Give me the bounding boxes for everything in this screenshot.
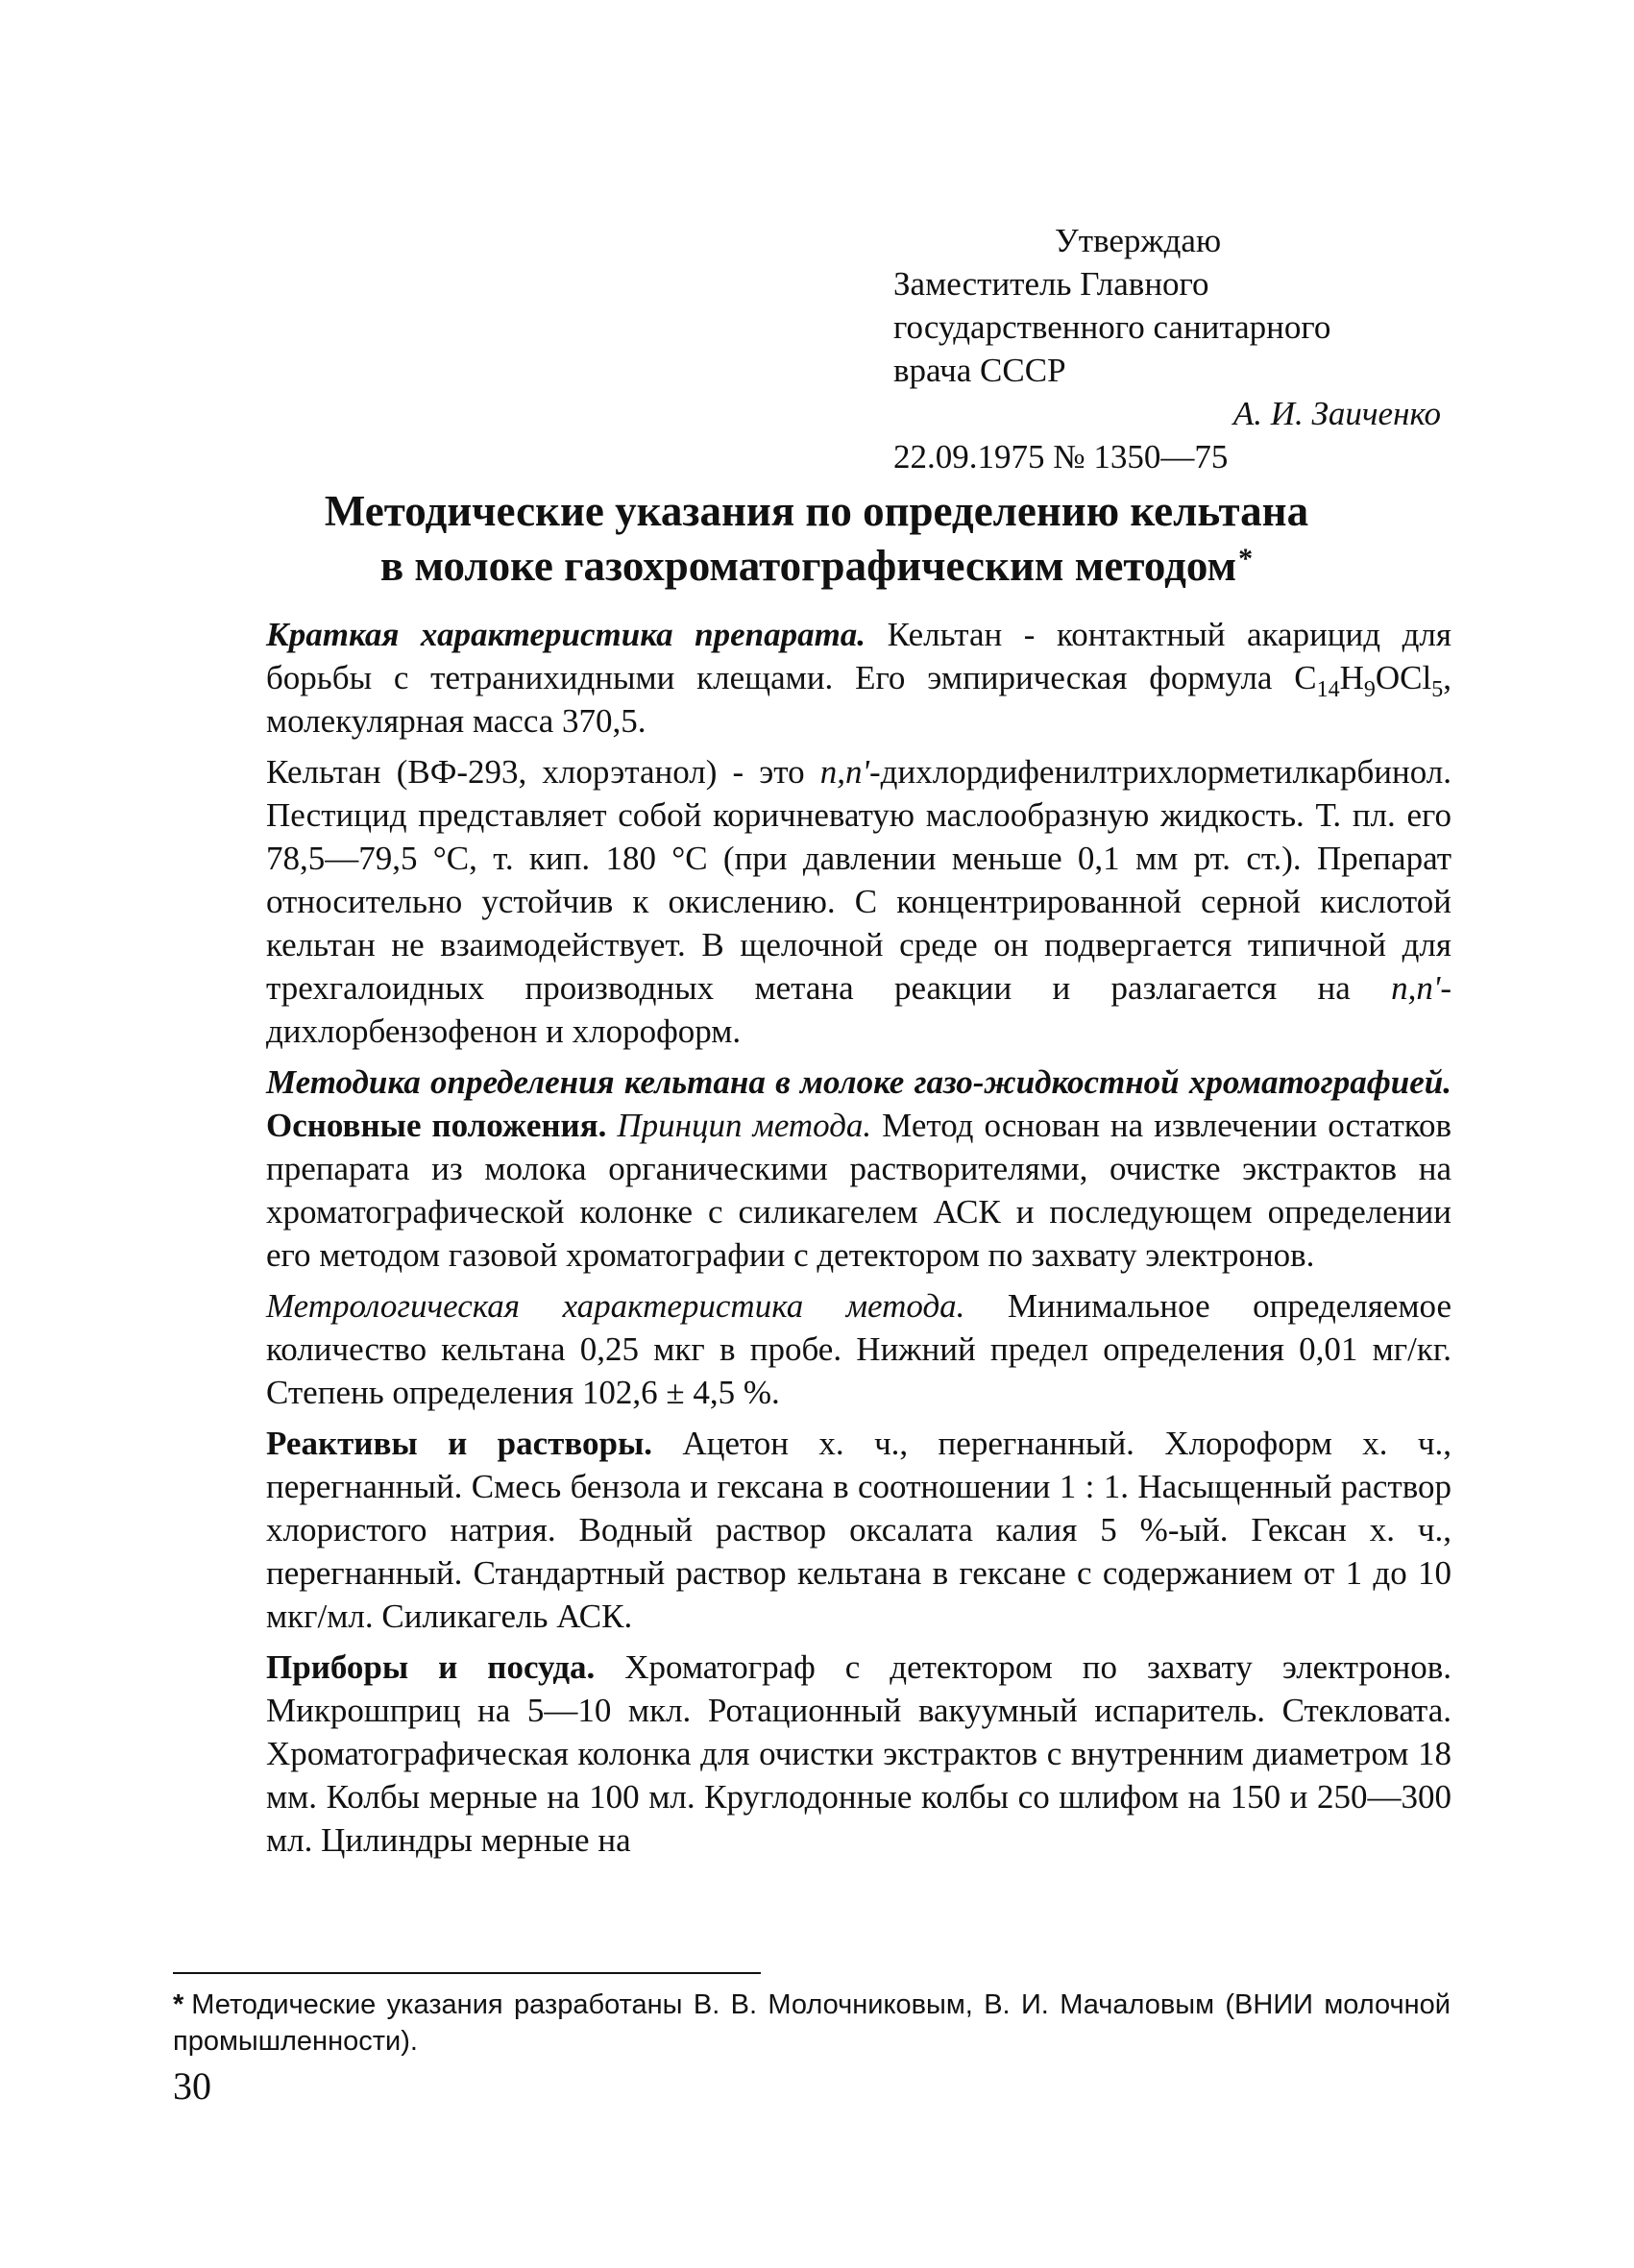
approval-word: Утверждаю — [1055, 222, 1222, 259]
metrology-label: Метрологическая характеристика метода. — [266, 1287, 965, 1325]
brief-text-after: , молекулярная масса 370,5. — [266, 659, 1451, 740]
footnote — [173, 1987, 1451, 2060]
approval-position-line-1: Заместитель Главного — [893, 265, 1209, 303]
reagents-heading: Реактивы и растворы. — [266, 1425, 653, 1462]
page-number: 30 — [173, 2064, 211, 2108]
approval-block — [893, 219, 1460, 478]
title-line-2-text: в молоке газохроматографическим методом — [379, 542, 1237, 590]
approval-position-line-2: государственного санитарного — [893, 308, 1331, 346]
title-footnote-mark: * — [1238, 543, 1254, 574]
approval-position-line-3: врача СССР — [893, 352, 1066, 389]
equipment-text: Хроматограф с детектором по захвату электронов. Микрошприц на 5—10 мкл. Ротационный вакуумный испаритель. Стекловата. Хроматографическая колонка для очистки экстрактов с внутренним диаметром 18 мм. Колбы мерные на 100 мл. Круглодонные колбы со шлифом на 150 и 250—300 мл. Цилиндры мерные на — [266, 1648, 1451, 1859]
document-title — [163, 484, 1470, 594]
brief-text: Кельтан - контактный акарицид для борьбы с тетранихидными клещами. Его эмпирическая формула — [266, 616, 1451, 696]
paragraph-reagents — [266, 1422, 1451, 1638]
approval-date-number: 22.09.1975 № 1350—75 — [893, 438, 1229, 476]
approval-signer: А. И. Заиченко — [1232, 395, 1441, 432]
brief-heading: Краткая характеристика препарата. — [266, 616, 866, 653]
document-body — [266, 613, 1451, 1869]
paragraph-kelthane — [266, 750, 1451, 1053]
kelthane-term-1: n,n' — [819, 753, 870, 791]
title-line-2 — [163, 539, 1470, 594]
kelthane-term-2: n,n' — [1391, 969, 1441, 1007]
kelthane-text-before: Кельтан (ВФ-293, хлорэтанол) - это — [266, 753, 820, 791]
kelthane-text-after: -дихлорбензофенон и хлороформ. — [266, 969, 1451, 1050]
paragraph-equipment — [266, 1646, 1451, 1862]
paragraph-brief — [266, 613, 1451, 743]
metrology-text: Минимальное определяемое количество кельтана 0,25 мкг в пробе. Нижний предел определения 0,01 мг/кг. Степень определения 102,6 ± 4,5 %. — [266, 1287, 1451, 1411]
empirical-formula: $C_{14}H_9OCl_5$ — [1294, 659, 1444, 702]
footnote-text: Методические указания разработаны В. В. Молочниковым, В. И. Мачаловым (ВНИИ молочной промышленности). — [173, 1989, 1451, 2057]
method-heading: Методика определения кельтана в молоке газо-жидкостной хроматографией. — [266, 1063, 1451, 1101]
method-subheading: Основные положения. — [266, 1107, 607, 1144]
footnote-divider — [173, 1972, 761, 1974]
title-line-1: Методические указания по определению кельтана — [324, 487, 1309, 535]
footnote-mark: * — [173, 1989, 184, 2020]
method-principle-label: Принцип метода. — [606, 1107, 872, 1144]
method-text: Метод основан на извлечении остатков препарата из молока органическими растворителями, очистке экстрактов на хроматографической колонке с силикагелем АСК и последующем определении его методом газовой хроматографии с детектором по захвату электронов. — [266, 1107, 1452, 1274]
equipment-heading: Приборы и посуда. — [266, 1648, 596, 1686]
paragraph-method — [266, 1061, 1451, 1277]
reagents-text: Ацетон х. ч., перегнанный. Хлороформ х. ч., перегнанный. Смесь бензола и гексана в соотношении 1 : 1. Насыщенный раствор хлористого натрия. Водный раствор оксалата калия 5 %-ый. Гексан х. ч., перегнанный. Стандартный раствор кельтана в гексане с содержанием от 1 до 10 мкг/мл. Силикагель АСК. — [266, 1425, 1451, 1635]
paragraph-metrology — [266, 1284, 1451, 1414]
kelthane-text-middle: -дихлордифенилтрихлорметилкарбинол. Пестицид представляет собой коричневатую маслообразную жидкость. Т. пл. его 78,5—79,5 °С, т. кип. 180 °С (при давлении меньше 0,1 мм рт. ст.). Препарат относительно устойчив к окислению. С концентрированной серной кислотой кельтан не взаимодействует. В щелочной среде он подвергается типичной для трехгалоидных производных метана реакции и разлагается на — [266, 753, 1451, 1007]
